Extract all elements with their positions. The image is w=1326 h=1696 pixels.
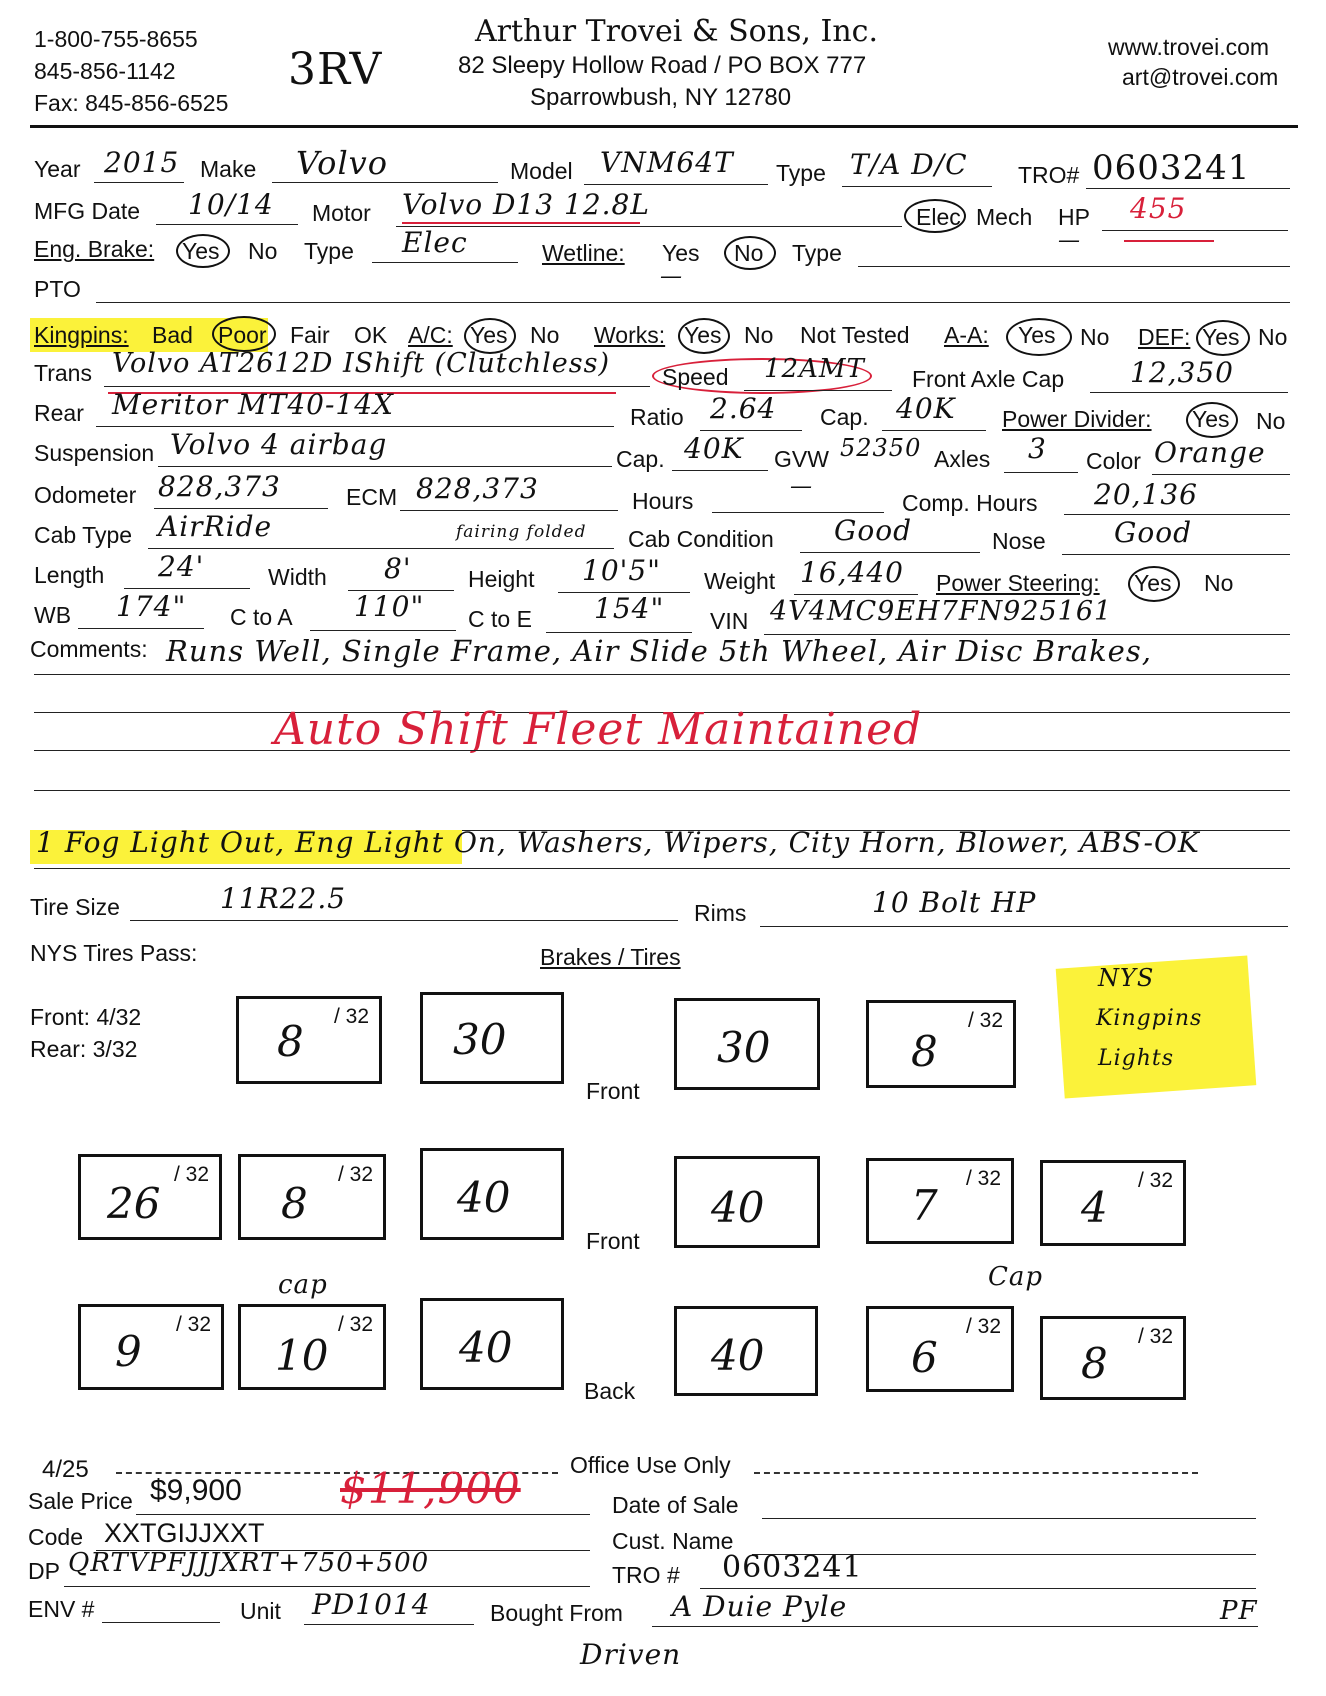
label-height: Height bbox=[468, 566, 535, 592]
tire-denominator: / 32 bbox=[1137, 1325, 1173, 1348]
value-vin: 4V4MC9EH7FN925161 bbox=[770, 596, 1113, 627]
brake-box-r3-left bbox=[420, 1298, 564, 1390]
label-ac: A/C: bbox=[408, 322, 453, 348]
line-tro-office bbox=[700, 1588, 1256, 1589]
brake-box-r2-left bbox=[420, 1148, 564, 1240]
label-env: ENV # bbox=[28, 1596, 95, 1622]
tire-box-front-right bbox=[866, 1000, 1016, 1088]
address-line-1: 82 Sleepy Hollow Road / PO BOX 777 bbox=[458, 52, 867, 79]
label-tro: TRO# bbox=[1018, 162, 1080, 188]
label-axles: Axles bbox=[934, 446, 991, 472]
brake-value-front-right: 30 bbox=[717, 1023, 771, 1072]
side-note-2: Kingpins bbox=[1096, 1006, 1203, 1031]
company-name: Arthur Trovei & Sons, Inc. bbox=[475, 14, 878, 49]
tire-value-r3-inner-left: 10 bbox=[275, 1331, 329, 1380]
handwritten-code: 3RV bbox=[288, 44, 383, 95]
line-trans bbox=[104, 386, 650, 387]
tire-value-front-right: 8 bbox=[911, 1027, 938, 1076]
value-suspension: Volvo 4 airbag bbox=[170, 428, 388, 461]
fax-number: Fax: 845-856-6525 bbox=[34, 90, 229, 116]
label-eng-brake-type: Type bbox=[304, 238, 354, 264]
line-rear-cap bbox=[882, 430, 986, 431]
label-aa-no: No bbox=[1080, 324, 1110, 350]
label-front-row-2: Front bbox=[586, 1228, 640, 1254]
tire-value-r2-inner-left: 8 bbox=[281, 1179, 308, 1228]
value-speed: 12AMT bbox=[764, 354, 865, 384]
value-cab-condition: Good bbox=[834, 514, 913, 547]
line-motor bbox=[396, 226, 902, 227]
value-rims: 10 Bolt HP bbox=[872, 886, 1037, 919]
brake-box-r3-right bbox=[674, 1306, 818, 1396]
date-mark: 4/25 bbox=[42, 1456, 89, 1483]
label-power-divider-yes: Yes bbox=[1192, 406, 1230, 432]
label-power-steering-yes: Yes bbox=[1134, 570, 1172, 596]
value-rear: Meritor MT40-14X bbox=[112, 388, 394, 421]
label-comp-hours: Comp. Hours bbox=[902, 490, 1038, 516]
comment-rule-4 bbox=[34, 790, 1290, 791]
label-susp-cap: Cap. bbox=[616, 446, 665, 472]
label-def-yes: Yes bbox=[1202, 324, 1240, 350]
label-mech: Mech bbox=[976, 204, 1033, 230]
line-model bbox=[584, 184, 768, 185]
label-kingpins: Kingpins: bbox=[34, 322, 129, 348]
value-year: 2015 bbox=[104, 146, 180, 179]
label-sale-price: Sale Price bbox=[28, 1488, 133, 1514]
label-cab-type: Cab Type bbox=[34, 522, 133, 548]
line-unit bbox=[304, 1624, 474, 1625]
label-mfg-date: MFG Date bbox=[34, 198, 141, 224]
label-aa-yes: Yes bbox=[1018, 322, 1056, 348]
label-tro-office: TRO # bbox=[612, 1562, 680, 1588]
label-wetline-no: No bbox=[734, 240, 764, 266]
label-make: Make bbox=[200, 156, 257, 182]
comment-rule-3 bbox=[34, 750, 1290, 751]
label-wetline: Wetline: bbox=[542, 240, 625, 266]
label-odometer: Odometer bbox=[34, 482, 137, 508]
line-length bbox=[124, 588, 250, 589]
label-front-min: Front: 4/32 bbox=[30, 1004, 142, 1030]
brake-box-front-right bbox=[674, 998, 820, 1090]
label-cab-condition: Cab Condition bbox=[628, 526, 774, 552]
side-note-1: NYS bbox=[1098, 964, 1155, 992]
tire-value-r2-inner-right: 7 bbox=[911, 1181, 938, 1230]
tire-value-front-left: 8 bbox=[277, 1017, 304, 1066]
tire-denominator: / 32 bbox=[333, 1005, 369, 1028]
tire-box-r2-outer-left bbox=[78, 1154, 222, 1240]
line-weight bbox=[794, 594, 918, 595]
line-hours bbox=[712, 512, 884, 513]
line-c-to-a bbox=[310, 630, 456, 631]
label-ecm: ECM bbox=[346, 484, 398, 510]
label-front-row-1: Front bbox=[586, 1078, 640, 1104]
label-ac-yes: Yes bbox=[470, 322, 508, 348]
label-brakes-tires: Brakes / Tires bbox=[540, 944, 681, 970]
label-type: Type bbox=[776, 160, 826, 186]
label-rear-cap: Cap. bbox=[820, 404, 869, 430]
value-bought-from: A Duie Pyle bbox=[672, 1590, 848, 1623]
value-initials: PF bbox=[1220, 1596, 1258, 1626]
tire-denominator: / 32 bbox=[967, 1009, 1003, 1032]
line-ecm bbox=[400, 510, 618, 511]
tire-denominator: / 32 bbox=[965, 1167, 1001, 1190]
line-pto bbox=[96, 302, 1290, 303]
tire-value-r3-outer-left: 9 bbox=[115, 1327, 142, 1376]
value-cab-type: AirRide bbox=[158, 510, 273, 543]
line-rear bbox=[96, 426, 614, 427]
label-c-to-e: C to E bbox=[468, 606, 532, 632]
line-sale-price bbox=[136, 1514, 590, 1515]
label-cust-name: Cust. Name bbox=[612, 1528, 734, 1554]
brake-value-front-left: 30 bbox=[453, 1015, 507, 1064]
line-suspension bbox=[158, 466, 612, 467]
line-axles bbox=[1004, 472, 1078, 473]
label-bought-from: Bought From bbox=[490, 1600, 623, 1626]
label-wb: WB bbox=[34, 602, 72, 628]
label-eng-brake-no: No bbox=[248, 238, 278, 264]
line-bought-from bbox=[652, 1626, 1258, 1627]
value-pto: — bbox=[660, 264, 683, 289]
value-driven: Driven bbox=[580, 1638, 682, 1671]
label-comments: Comments: bbox=[30, 636, 148, 662]
value-height: 10'5" bbox=[582, 554, 662, 587]
red-underline-hp bbox=[1124, 240, 1214, 242]
value-eng-brake-type: Elec bbox=[402, 226, 468, 259]
label-pto: PTO bbox=[34, 276, 81, 302]
label-speed: Speed bbox=[662, 364, 729, 390]
value-tro-office: 0603241 bbox=[722, 1550, 863, 1585]
line-env bbox=[102, 1622, 220, 1623]
value-wb: 174" bbox=[116, 590, 187, 623]
label-ok: OK bbox=[354, 322, 388, 348]
brake-value-r2-right: 40 bbox=[711, 1183, 765, 1232]
label-gvw: GVW bbox=[774, 446, 829, 472]
label-motor: Motor bbox=[312, 200, 371, 226]
value-c-to-e: 154" bbox=[594, 592, 665, 625]
label-hp: HP bbox=[1058, 204, 1090, 230]
tire-denominator: / 32 bbox=[337, 1313, 373, 1336]
label-ac-no: No bbox=[530, 322, 560, 348]
website: www.trovei.com bbox=[1108, 34, 1270, 60]
line-make bbox=[272, 182, 498, 183]
value-code: XXTGIJJXXT bbox=[104, 1518, 265, 1548]
value-length: 24' bbox=[158, 550, 205, 583]
value-mfg-date: 10/14 bbox=[188, 188, 274, 221]
label-power-steering: Power Steering: bbox=[936, 570, 1100, 596]
label-def: DEF: bbox=[1138, 324, 1191, 350]
line-color bbox=[1152, 474, 1290, 475]
label-date-of-sale: Date of Sale bbox=[612, 1492, 739, 1518]
tire-box-r3-outer-right bbox=[1040, 1316, 1186, 1400]
value-ratio: 2.64 bbox=[710, 392, 777, 425]
label-works: Works: bbox=[594, 322, 666, 348]
label-aa: A-A: bbox=[944, 322, 989, 348]
tire-value-r3-outer-right: 8 bbox=[1081, 1339, 1108, 1388]
value-gvw: 52350 bbox=[840, 434, 922, 462]
value-hours: — bbox=[790, 474, 813, 499]
label-office-use-only: Office Use Only bbox=[570, 1452, 731, 1478]
value-model: VNM64T bbox=[600, 146, 734, 179]
label-power-divider: Power Divider: bbox=[1002, 406, 1152, 432]
fairing-note: fairing folded bbox=[456, 522, 587, 542]
label-eng-brake: Eng. Brake: bbox=[34, 236, 155, 262]
label-hours: Hours bbox=[632, 488, 694, 514]
label-back-row-3: Back bbox=[584, 1378, 636, 1404]
label-front-axle-cap: Front Axle Cap bbox=[912, 366, 1065, 392]
line-front-axle-cap bbox=[1090, 392, 1288, 393]
label-eng-brake-yes: Yes bbox=[182, 238, 220, 264]
value-rear-cap: 40K bbox=[896, 392, 956, 425]
label-poor: Poor bbox=[218, 322, 267, 348]
value-tire-size: 11R22.5 bbox=[220, 882, 347, 915]
label-nose: Nose bbox=[992, 528, 1046, 554]
value-hp: 455 bbox=[1130, 192, 1187, 225]
label-power-divider-no: No bbox=[1256, 408, 1286, 434]
tire-box-r3-inner-left bbox=[238, 1304, 386, 1390]
line-cab-type bbox=[148, 548, 614, 549]
value-susp-cap: 40K bbox=[684, 432, 744, 465]
line-nose bbox=[1062, 554, 1290, 555]
value-sale-price: $9,900 bbox=[150, 1474, 242, 1507]
tire-box-r3-inner-right bbox=[866, 1306, 1014, 1392]
line-tire-size bbox=[130, 920, 678, 921]
old-price-crossed: $11,900 bbox=[340, 1464, 521, 1513]
label-trans: Trans bbox=[34, 360, 92, 386]
line-wb bbox=[78, 628, 204, 629]
label-year: Year bbox=[34, 156, 81, 182]
value-trans: Volvo AT2612D IShift (Clutchless) bbox=[112, 348, 611, 379]
line-year bbox=[94, 182, 184, 183]
value-nose: Good bbox=[1114, 516, 1193, 549]
value-unit: PD1014 bbox=[312, 1588, 431, 1621]
label-works-no: No bbox=[744, 322, 774, 348]
label-fair: Fair bbox=[290, 322, 330, 348]
email: art@trovei.com bbox=[1122, 64, 1279, 90]
comment-line-2: Auto Shift Fleet Maintained bbox=[274, 704, 923, 755]
side-note-3: Lights bbox=[1098, 1046, 1175, 1071]
label-color: Color bbox=[1086, 448, 1141, 474]
comment-rule-6 bbox=[34, 868, 1290, 869]
label-ratio: Ratio bbox=[630, 404, 684, 430]
label-works-yes: Yes bbox=[684, 322, 722, 348]
tire-box-r2-inner-right bbox=[866, 1158, 1014, 1244]
red-underline-motor bbox=[402, 222, 640, 224]
label-c-to-a: C to A bbox=[230, 604, 293, 630]
value-comp-hours: 20,136 bbox=[1094, 478, 1198, 511]
value-axles: 3 bbox=[1028, 432, 1047, 465]
label-length: Length bbox=[34, 562, 105, 588]
value-odometer: 828,373 bbox=[158, 470, 281, 503]
value-c-to-a: 110" bbox=[354, 590, 425, 623]
line-date-of-sale bbox=[762, 1518, 1256, 1519]
comment-rule-1 bbox=[34, 674, 1290, 675]
line-speed bbox=[744, 390, 892, 391]
label-not-tested: Not Tested bbox=[800, 322, 910, 348]
value-ecm: 828,373 bbox=[416, 472, 539, 505]
label-bad: Bad bbox=[152, 322, 193, 348]
cap-note-right: Cap bbox=[988, 1262, 1044, 1292]
value-type: T/A D/C bbox=[850, 148, 968, 181]
label-suspension: Suspension bbox=[34, 440, 155, 466]
label-unit: Unit bbox=[240, 1598, 281, 1624]
label-nys-tires-pass: NYS Tires Pass: bbox=[30, 940, 198, 966]
brake-value-r3-right: 40 bbox=[711, 1331, 765, 1380]
label-wetline-type: Type bbox=[792, 240, 842, 266]
label-vin: VIN bbox=[710, 608, 749, 634]
notes-line: 1 Fog Light Out, Eng Light On, Washers, Wipers, City Horn, Blower, ABS-OK bbox=[36, 826, 1200, 859]
label-rear: Rear bbox=[34, 400, 84, 426]
value-make: Volvo bbox=[296, 144, 389, 182]
label-wetline-yes: Yes bbox=[662, 240, 700, 266]
value-front-axle-cap: 12,350 bbox=[1130, 356, 1234, 389]
label-dp: DP bbox=[28, 1558, 60, 1584]
label-rims: Rims bbox=[694, 900, 747, 926]
line-dp bbox=[64, 1586, 590, 1587]
value-width: 8' bbox=[384, 552, 412, 585]
line-comp-hours bbox=[1064, 514, 1290, 515]
line-susp-cap bbox=[672, 470, 768, 471]
label-power-steering-no: No bbox=[1204, 570, 1234, 596]
label-elec: Elec bbox=[916, 204, 961, 230]
tire-denominator: / 32 bbox=[965, 1315, 1001, 1338]
cap-note-left: cap bbox=[278, 1270, 328, 1300]
line-c-to-e bbox=[546, 632, 692, 633]
phone-1: 1-800-755-8655 bbox=[34, 26, 198, 52]
address-line-2: Sparrowbush, NY 12780 bbox=[530, 84, 792, 111]
value-color: Orange bbox=[1154, 436, 1266, 469]
brake-box-front-left bbox=[420, 992, 564, 1084]
line-ratio bbox=[700, 430, 802, 431]
tire-value-r3-inner-right: 6 bbox=[911, 1333, 938, 1382]
tire-box-r2-inner-left bbox=[238, 1154, 386, 1240]
header-divider bbox=[30, 125, 1298, 128]
brake-box-r2-right bbox=[674, 1156, 820, 1248]
line-hp bbox=[1102, 230, 1288, 231]
line-mfg-date bbox=[156, 224, 298, 225]
value-dp: QRTVPFJJJXRT+750+500 bbox=[68, 1548, 430, 1578]
comment-line-1: Runs Well, Single Frame, Air Slide 5th Wheel, Air Disc Brakes, bbox=[166, 634, 1152, 668]
brake-value-r3-left: 40 bbox=[459, 1323, 513, 1372]
label-tire-size: Tire Size bbox=[30, 894, 120, 920]
value-tro: 0603241 bbox=[1092, 148, 1251, 188]
tire-box-front-left bbox=[236, 996, 382, 1084]
phone-2: 845-856-1142 bbox=[34, 58, 176, 84]
label-model: Model bbox=[510, 158, 573, 184]
tire-denominator: / 32 bbox=[1137, 1169, 1173, 1192]
label-def-no: No bbox=[1258, 324, 1288, 350]
tire-denominator: / 32 bbox=[175, 1313, 211, 1336]
line-odometer bbox=[154, 508, 328, 509]
line-eng-brake-type bbox=[372, 262, 518, 263]
label-rear-min: Rear: 3/32 bbox=[30, 1036, 138, 1062]
label-weight: Weight bbox=[704, 568, 776, 594]
line-rims bbox=[760, 926, 1288, 927]
line-type bbox=[842, 186, 992, 187]
tire-value-r2-outer-right: 4 bbox=[1081, 1183, 1108, 1232]
tire-box-r3-outer-left bbox=[78, 1304, 224, 1390]
brake-value-r2-left: 40 bbox=[457, 1173, 511, 1222]
line-wetline-type bbox=[858, 266, 1290, 267]
value-weight: 16,440 bbox=[800, 556, 904, 589]
tire-denominator: / 32 bbox=[173, 1163, 209, 1186]
label-width: Width bbox=[268, 564, 327, 590]
office-dash-right bbox=[754, 1472, 1198, 1474]
tire-box-r2-outer-right bbox=[1040, 1160, 1186, 1246]
label-code: Code bbox=[28, 1524, 83, 1550]
tire-value-r2-outer-left: 26 bbox=[107, 1179, 161, 1228]
line-cab-condition bbox=[800, 552, 980, 553]
value-wetline-type: — bbox=[1058, 228, 1081, 253]
value-motor: Volvo D13 12.8L bbox=[402, 188, 650, 221]
line-tro bbox=[1086, 188, 1290, 189]
tire-denominator: / 32 bbox=[337, 1163, 373, 1186]
